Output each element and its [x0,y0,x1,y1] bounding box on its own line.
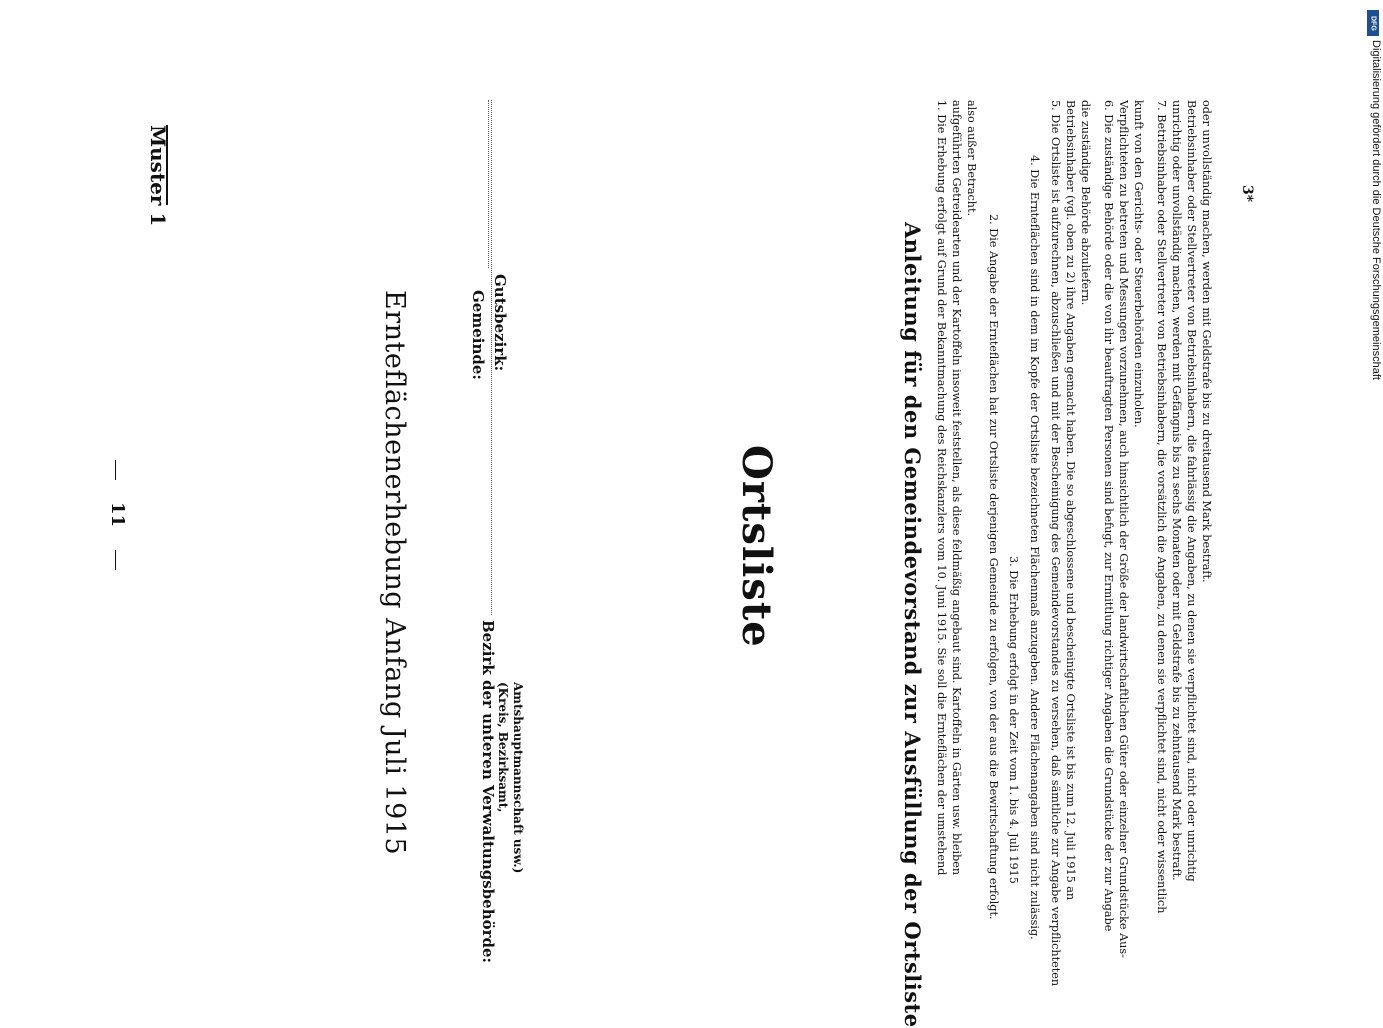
instruction-7-line-3: Betriebsinhaber oder Stellvertreter von Betriebsinhabern, die fahrlässig die Angaben, zu denen sie verpflichtet sind, nicht oder unrichtig [1185,100,1198,882]
instruction-1-line-2: aufgeführten Getreidearten und der Kartoffeln insoweit feststellen, als diese feldmäßig angebaut sind. Kartoffeln in Gärten usw. bleiben [950,100,963,876]
instruction-2: 2. Die Angabe der Ernteflächen hat zur Ortsliste derjenigen Gemeinde zu erfolgen, von der aus die Bewirtschaftung erfolgt. [987,214,1000,920]
muster-label: Muster 1 [146,125,170,227]
page-footer: 3* [1239,185,1255,203]
instruction-6-line-3: kunft von den Gerichts- oder Steuerbehörden einzuholen. [1132,100,1145,428]
bezirk-sub-2: Amtshauptmannschaft usw.) [511,682,525,874]
instruction-5-line-3: die zuständige Behörde abzuliefern. [1079,100,1092,306]
instruction-5-line-2: Betriebsinhaber (vgl. oben zu 2) ihre Angaben gemacht haben. Die so abgeschlossene und bescheinigte Ortsliste ist bis zum 12. Juli 1915 an [1064,100,1077,901]
dfg-logo-icon: DFG [1367,10,1379,36]
instruction-1-line-1: 1. Die Erhebung erfolgt auf Grund der Bekanntmachung des Reichskanzlers vom 10. Juni 1915. Sie soll die Ernteflächen der umstehend [935,100,948,876]
page-number-text: 11 [107,502,128,528]
instruction-3: 3. Die Erhebung erfolgt in der Zeit vom 1. bis 4. Juli 1915 [1007,556,1020,884]
main-heading: Ortsliste [733,445,780,648]
gutsbezirk-label: Gutsbezirk: [491,274,509,372]
instruction-6-line-2: Verpflichteten zu betreten und Messungen vorzunehmen, auch hinsichtlich der Größe der landwirtschaftlichen Güter oder einzelner Grundstücke Aus- [1117,100,1130,958]
gemeinde-label: Gemeinde: [469,290,487,380]
instruction-5-line-1: 5. Die Ortsliste ist aufzurechnen, abzuschließen und mit der Bescheinigung des Gemeindevorstandes zu versehen, daß sämtliche zur Angabe verpflichteten [1049,100,1062,987]
instruction-7-line-1: 7. Betriebsinhaber oder Stellvertreter von Betriebsinhabern, die vorsätzlich die Angaben, zu denen sie verpflichtet sind, nicht oder wissentlich [1155,100,1168,914]
page-number [100,460,130,570]
instruction-4: 4. Die Ernteflächen sind in dem im Kopfe der Ortsliste bezeichneten Flächenmaß anzugeben. Andere Flächenangaben sind nicht zulässig. [1028,155,1041,940]
instruction-7-line-2: unrichtig oder unvollständig machen, werden mit Gefängnis bis zu sechs Monaten oder mit Geldstrafe bis zu zehntausend Mark bestraft. [1170,100,1183,881]
bezirk-sub-1: (Kreis, Bezirksamt, [496,682,510,813]
instructions-heading: Anleitung für den Gemeindevorstand zur Ausfüllung der Ortsliste [900,222,925,1028]
gemeinde-fill-line [488,100,489,268]
instruction-6-line-1: 6. Die zuständige Behörde oder die von ihr beauftragten Personen sind befugt, zur Ermittlung richtiger Angaben die Grundstücke der zur Angabe [1102,100,1115,932]
dfg-credit: Digitalisierung gefördert durch die Deutsche Forschungsgemeinschaft [1370,40,1382,380]
instruction-7-line-4: oder unvollständig machen, werden mit Geldstrafe bis zu dreitausend Mark bestraft. [1200,100,1213,583]
form-title: Ernteflächenerhebung Anfang Juli 1915 [379,290,410,856]
bezirk-label: Bezirk der unteren Verwaltungsbehörde: [479,620,497,964]
dash-top [115,460,116,480]
instruction-1-line-3: also außer Betracht. [965,100,978,217]
dash-bottom [115,550,116,570]
